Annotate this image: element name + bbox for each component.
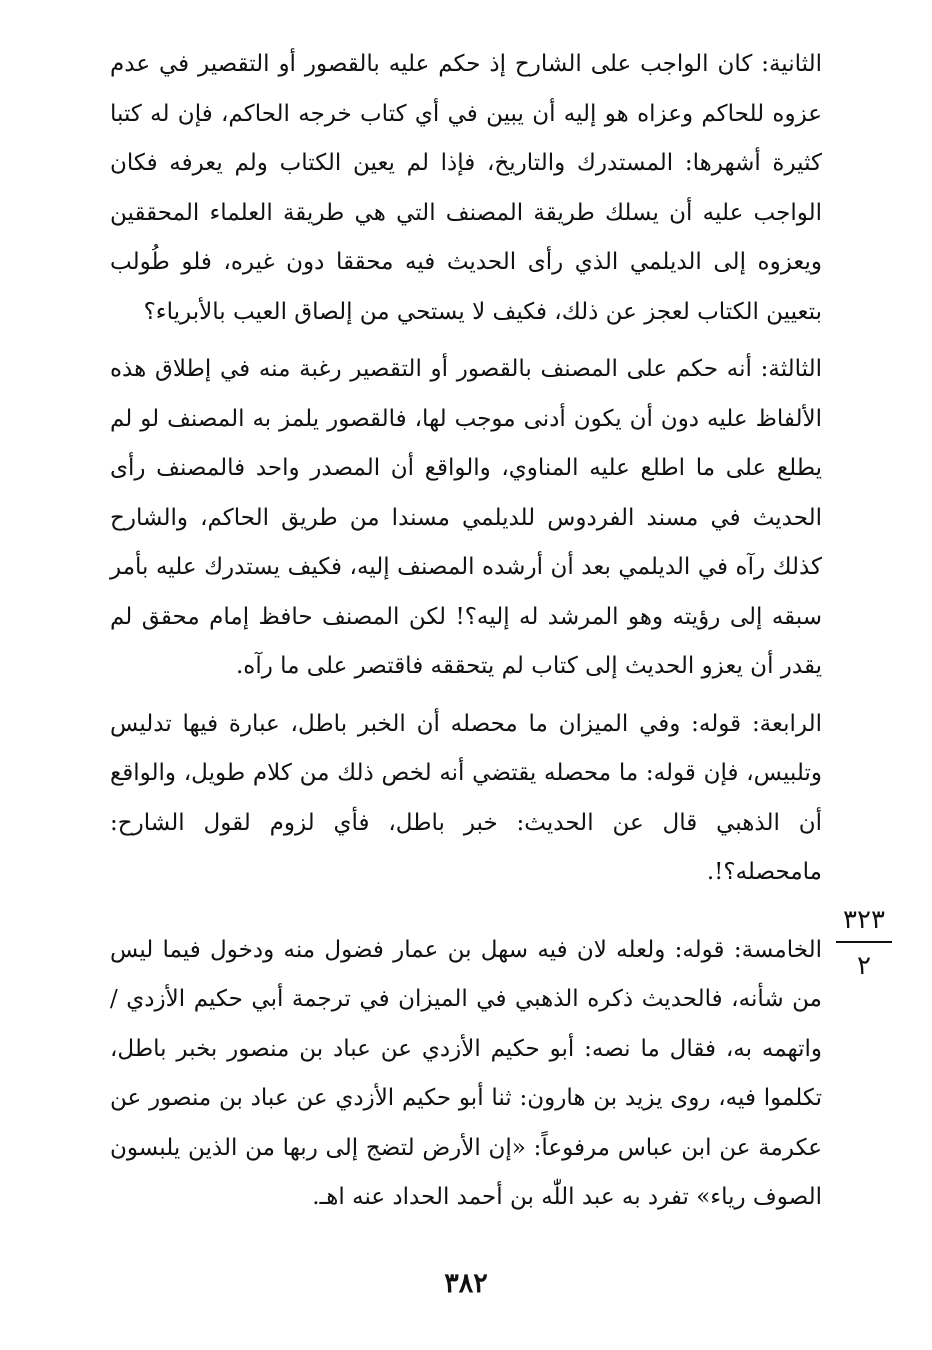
margin-divider: [836, 941, 892, 943]
paragraph-lead: الثانية:: [761, 51, 822, 77]
margin-volume-number: ٢: [857, 951, 871, 981]
paragraph-body: أنه حكم على المصنف بالقصور أو التقصير رغبة منه في إطلاق هذه الألفاظ عليه دون أن يكون أدنى موجب لها، فالقصور يلمز به المصنف لو لم يطلع على ما اطلع عليه المناوي، والواقع أن المصدر واحد فالمصنف رأى الحديث في مسند الفردوس للديلمي مسندا من طريق الحاكم، والشارح كذلك رآه في الديلمي بعد أن أرشده المصنف إليه، فكيف يستدرك عليه بأمر سبقه إلى رؤيته وهو المرشد له إليه؟! لكن المصنف حافظ إمام محقق لم يقدر أن يعزو الحديث إلى كتاب لم يتحققه فاقتصر على ما رآه.: [110, 356, 822, 679]
paragraph-body: قوله: وفي الميزان ما محصله أن الخبر باطل، عبارة فيها تدليس وتلبيس، فإن قوله: ما محصله يقتضي أنه لخص ذلك من كلام طويل، والواقع أن الذهبي قال عن الحديث: خبر باطل، فأي لزوم لقول الشارح: مامحصله؟!.: [110, 710, 822, 885]
paragraph-lead: الخامسة:: [733, 936, 822, 963]
paragraph-lead: الثالثة:: [760, 356, 822, 382]
paragraph-second: [110, 40, 822, 337]
paragraph-lead: الرابعة:: [751, 710, 822, 737]
paragraph-fifth: [110, 926, 822, 1223]
main-text: [110, 40, 822, 1231]
paragraph-body: قوله: ولعله لان فيه سهل بن عمار فضول منه ودخول فيما ليس من شأنه، فالحديث ذكره الذهبي في الميزان في ترجمة أبي حكيم الأزدي / واتهمه به، فقال ما نصه: أبو حكيم الأزدي عن عباد بن منصور بخبر باطل، تكلموا فيه، روى يزيد بن هارون: ثنا أبو حكيم الأزدي عن عباد بن منصور عن عكرمة عن ابن عباس مرفوعاً: «إن الأرض لتضج إلى ربها من الذين يلبسون الصوف رياء» تفرد به عبد اللّٰه بن أحمد الحداد عنه اهـ.: [110, 936, 822, 1210]
margin-volume-reference: [836, 905, 892, 981]
page-number: ٣٨٢: [444, 1268, 488, 1299]
paragraph-body: كان الواجب على الشارح إذ حكم عليه بالقصور أو التقصير في عدم عزوه للحاكم وعزاه هو إليه أن يبين في أي كتاب خرجه الحاكم، فإن له كتبا كثيرة أشهرها: المستدرك والتاريخ، فإذا لم يعين الكتاب ولم يعرفه فكان الواجب عليه أن يسلك طريقة المصنف التي هي طريقة العلماء المحققين ويعزوه إلى الديلمي الذي رأى الحديث فيه محققا دون غيره، فلو طُولب بتعيين الكتاب لعجز عن ذلك، فكيف لا يستحي من إلصاق العيب بالأبرياء؟: [110, 51, 822, 325]
paragraph-fourth: [110, 700, 822, 898]
paragraph-third: [110, 345, 822, 692]
margin-page-number: ٣٢٣: [843, 905, 885, 935]
